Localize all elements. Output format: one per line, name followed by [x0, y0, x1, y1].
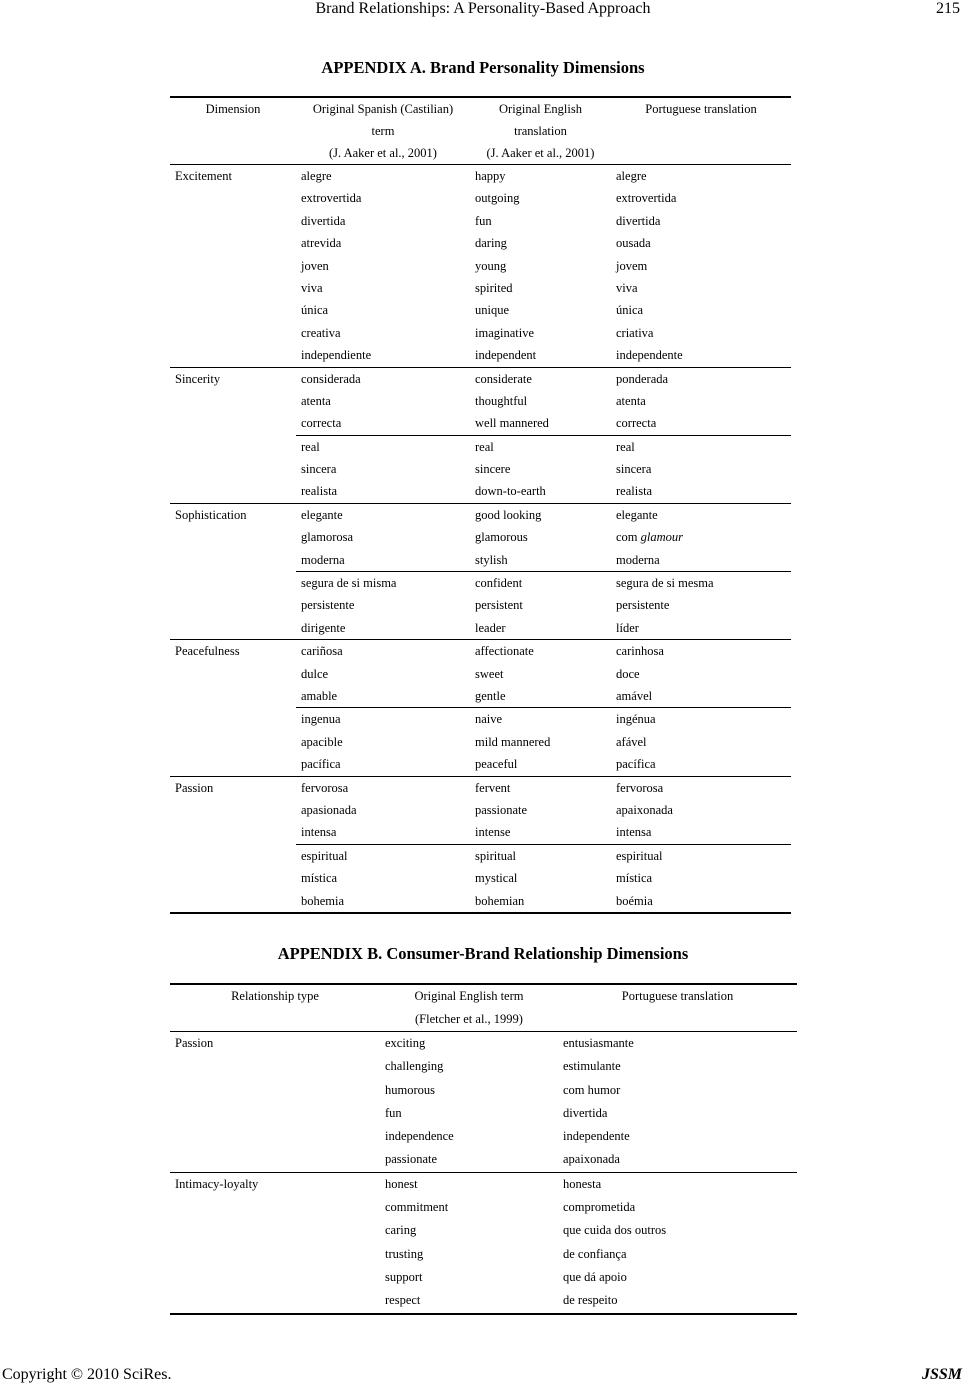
relationship-type-cell [170, 1219, 380, 1242]
dimension-cell: Sincerity [170, 367, 296, 503]
spanish-term-cell: mística [301, 871, 338, 886]
table-header [170, 984, 797, 1032]
spanish-term-cell: joven [301, 258, 329, 273]
portuguese-term-cell: que cuida dos outros [563, 1223, 667, 1238]
spanish-term-cell: atrevida [301, 236, 342, 251]
portuguese-term-cell: ingénua [611, 708, 791, 731]
journal-name: JSSM [921, 1366, 962, 1383]
english-term-cell: peaceful [475, 757, 518, 772]
portuguese-term-cell: de respeito [558, 1289, 797, 1313]
table-row [170, 776, 791, 799]
table-row [170, 1289, 797, 1313]
table-row [170, 1079, 797, 1102]
spanish-term-cell: persistente [301, 598, 355, 613]
header-spanish-term [296, 97, 470, 165]
relationship-dimensions-table [170, 983, 797, 1315]
english-term-cell: humorous [385, 1082, 435, 1097]
relationship-type-cell: Intimacy-loyalty [170, 1172, 380, 1196]
portuguese-term-cell: amável [616, 688, 653, 703]
portuguese-term-cell: ponderada [611, 367, 791, 390]
portuguese-term-cell: criativa [616, 325, 654, 340]
table-row [170, 1125, 797, 1148]
header-spanish-line: (J. Aaker et al., 2001) [329, 146, 437, 160]
table-row [170, 1172, 797, 1196]
portuguese-term-cell: atenta [616, 393, 646, 408]
relationship-type-cell [170, 1148, 380, 1172]
spanish-term-cell: única [301, 303, 329, 318]
english-term-cell: independent [475, 348, 537, 363]
spanish-term-cell: sincera [301, 462, 337, 477]
spanish-term-cell: independiente [301, 348, 372, 363]
english-term-cell: confident [470, 572, 611, 595]
portuguese-term-cell: estimulante [563, 1059, 621, 1074]
portuguese-term-cell: viva [616, 280, 638, 295]
english-term-cell: support [385, 1269, 423, 1284]
portuguese-term-cell: moderna [616, 552, 660, 567]
spanish-term-cell: amable [301, 688, 338, 703]
portuguese-term-cell: fervorosa [611, 776, 791, 799]
header-english-line: (J. Aaker et al., 2001) [486, 146, 595, 160]
copyright-notice: Copyright © 2010 SciRes. [2, 1366, 172, 1383]
english-term-cell: young [475, 258, 507, 273]
portuguese-term-cell: com glamour [616, 530, 684, 545]
english-term-cell: gentle [475, 688, 506, 703]
spanish-term-cell: creativa [301, 325, 341, 340]
english-term-cell: mystical [475, 871, 518, 886]
table-row [170, 1148, 797, 1172]
portuguese-term-cell: entusiasmante [558, 1032, 797, 1056]
english-term-cell: imaginative [475, 325, 535, 340]
running-head-title: Brand Relationships: A Personality-Based Approach [315, 0, 651, 17]
dimension-cell: Peacefulness [170, 640, 296, 776]
portuguese-term-cell: jovem [616, 258, 648, 273]
header-portuguese-translation: Portuguese translation [558, 984, 797, 1032]
spanish-term-cell: atenta [301, 393, 331, 408]
english-term-cell: caring [385, 1223, 417, 1238]
english-term-cell: thoughtful [475, 393, 528, 408]
portuguese-term-cell: divertida [616, 213, 661, 228]
relationship-type-cell [170, 1055, 380, 1078]
portuguese-term-cell: divertida [563, 1105, 608, 1120]
relationship-type-cell [170, 1196, 380, 1219]
page-footer [0, 1366, 966, 1386]
english-term-cell: stylish [475, 552, 508, 567]
english-term-cell: passionate [385, 1152, 438, 1167]
spanish-term-cell: divertida [301, 213, 346, 228]
table-row [170, 640, 791, 663]
english-term-cell: good looking [470, 503, 611, 526]
header-portuguese-translation: Portuguese translation [611, 97, 791, 165]
english-term-cell: sincere [475, 462, 511, 477]
relationship-type-cell [170, 1289, 380, 1313]
portuguese-term-cell: afável [616, 734, 647, 749]
english-term-cell: spirited [475, 280, 513, 295]
dimension-cell: Sophistication [170, 503, 296, 639]
portuguese-term-cell: boémia [611, 890, 791, 913]
dimension-cell: Passion [170, 776, 296, 913]
english-term-cell: challenging [385, 1059, 444, 1074]
table-body [170, 165, 791, 913]
portuguese-term-cell: sincera [616, 462, 652, 477]
spanish-term-cell: cariñosa [296, 640, 470, 663]
spanish-term-cell: intensa [301, 825, 337, 840]
english-term-cell: fun [475, 213, 492, 228]
spanish-term-cell: correcta [301, 416, 342, 431]
spanish-term-cell: bohemia [296, 890, 470, 913]
relationship-type-cell [170, 1243, 380, 1266]
portuguese-term-cell: honesta [558, 1172, 797, 1196]
portuguese-term-cell: única [616, 303, 644, 318]
running-head [0, 0, 966, 20]
table-row [170, 1032, 797, 1056]
header-english-line: Original English term [414, 989, 524, 1003]
header-relationship-type: Relationship type [170, 984, 380, 1032]
english-term-cell: intense [475, 825, 511, 840]
spanish-term-cell: apasionada [301, 802, 357, 817]
page-number: 215 [936, 0, 960, 17]
english-term-cell: fun [385, 1105, 402, 1120]
spanish-term-cell: extrovertida [301, 191, 362, 206]
spanish-term-cell: viva [301, 280, 323, 295]
english-term-cell: sweet [475, 666, 504, 681]
english-term-cell: happy [470, 165, 611, 188]
portuguese-term-cell: apaixonada [563, 1152, 620, 1167]
spanish-term-cell: elegante [296, 503, 470, 526]
english-term-cell: outgoing [475, 191, 520, 206]
english-term-cell: mild mannered [475, 734, 551, 749]
header-english-line: (Fletcher et al., 1999) [415, 1012, 523, 1026]
portuguese-term-cell: apaixonada [616, 802, 673, 817]
portuguese-term-cell: alegre [611, 165, 791, 188]
appendix-b-title: APPENDIX B. Consumer-Brand Relationship Dimensions [277, 944, 689, 963]
dimension-cell: Excitement [170, 165, 296, 368]
portuguese-term-cell: que dá apoio [563, 1269, 627, 1284]
portuguese-term-cell: elegante [611, 503, 791, 526]
english-term-cell: persistent [475, 598, 523, 613]
portuguese-term-cell: intensa [616, 825, 652, 840]
portuguese-term-cell: mística [616, 871, 653, 886]
table-row [170, 165, 791, 188]
spanish-term-cell: pacífica [301, 757, 341, 772]
spanish-term-cell: alegre [296, 165, 470, 188]
portuguese-term-cell: espiritual [611, 844, 791, 867]
header-english-term [380, 984, 558, 1032]
relationship-type-cell [170, 1266, 380, 1289]
table-row [170, 1266, 797, 1289]
spanish-term-cell: dirigente [301, 620, 346, 635]
spanish-term-cell: ingenua [296, 708, 470, 731]
portuguese-term-cell: líder [616, 620, 639, 635]
table-row [170, 1219, 797, 1242]
appendix-a-title: APPENDIX A. Brand Personality Dimensions [321, 58, 645, 77]
spanish-term-cell: segura de si misma [296, 572, 470, 595]
relationship-type-cell [170, 1079, 380, 1102]
english-term-cell: honest [380, 1172, 558, 1196]
spanish-term-cell: moderna [301, 552, 345, 567]
english-term-cell: independence [385, 1129, 454, 1144]
portuguese-term-cell: persistente [616, 598, 670, 613]
table-body [170, 1032, 797, 1314]
relationship-type-cell [170, 1125, 380, 1148]
header-english-translation [470, 97, 611, 165]
english-term-cell: glamorous [475, 530, 528, 545]
italic-term: glamour [640, 530, 684, 545]
spanish-term-cell: considerada [296, 367, 470, 390]
portuguese-term-cell: doce [616, 666, 640, 681]
english-term-cell: commitment [385, 1200, 449, 1215]
portuguese-term-cell: pacífica [616, 757, 656, 772]
english-term-cell: leader [475, 620, 506, 635]
portuguese-term-cell: comprometida [563, 1200, 636, 1215]
table-row [170, 1055, 797, 1078]
table-row [170, 367, 791, 390]
english-term-cell: bohemian [470, 890, 611, 913]
portuguese-term-cell: segura de si mesma [611, 572, 791, 595]
relationship-type-cell [170, 1102, 380, 1125]
portuguese-term-cell: extrovertida [616, 191, 677, 206]
english-term-cell: passionate [475, 802, 528, 817]
table-row [170, 1196, 797, 1219]
spanish-term-cell: real [296, 435, 470, 458]
english-term-cell: fervent [470, 776, 611, 799]
header-dimension: Dimension [170, 97, 296, 165]
english-term-cell: unique [475, 303, 510, 318]
portuguese-term-cell: correcta [616, 416, 657, 431]
portuguese-term-cell: carinhosa [611, 640, 791, 663]
spanish-term-cell: dulce [301, 666, 329, 681]
english-term-cell: trusting [385, 1246, 424, 1261]
portuguese-term-cell: independente [563, 1129, 630, 1144]
spanish-term-cell: glamorosa [301, 530, 354, 545]
english-term-cell: down-to-earth [475, 484, 546, 499]
table-row [170, 1102, 797, 1125]
portuguese-term-cell: com humor [563, 1082, 621, 1097]
english-term-cell: affectionate [470, 640, 611, 663]
relationship-type-cell: Passion [170, 1032, 380, 1056]
spanish-term-cell: apacible [301, 734, 343, 749]
spanish-term-cell: realista [301, 484, 338, 499]
header-spanish-line: term [371, 124, 395, 138]
english-term-cell: respect [380, 1289, 558, 1313]
header-english-line: Original English [499, 102, 582, 116]
header-spanish-line: Original Spanish (Castilian) [312, 102, 454, 116]
table-header [170, 97, 791, 165]
english-term-cell: well mannered [475, 416, 549, 431]
portuguese-term-cell: de confiança [563, 1246, 627, 1261]
brand-personality-table [170, 96, 791, 914]
english-term-cell: real [470, 435, 611, 458]
portuguese-term-cell: independente [616, 348, 683, 363]
spanish-term-cell: espiritual [296, 844, 470, 867]
english-term-cell: considerate [470, 367, 611, 390]
portuguese-term-cell: realista [616, 484, 653, 499]
english-term-cell: spiritual [470, 844, 611, 867]
table-row [170, 503, 791, 526]
english-term-cell: exciting [380, 1032, 558, 1056]
portuguese-term-cell: ousada [616, 236, 651, 251]
spanish-term-cell: fervorosa [296, 776, 470, 799]
english-term-cell: naive [470, 708, 611, 731]
header-english-line: translation [514, 124, 567, 138]
english-term-cell: daring [475, 236, 507, 251]
table-row [170, 1243, 797, 1266]
portuguese-term-cell: real [611, 435, 791, 458]
